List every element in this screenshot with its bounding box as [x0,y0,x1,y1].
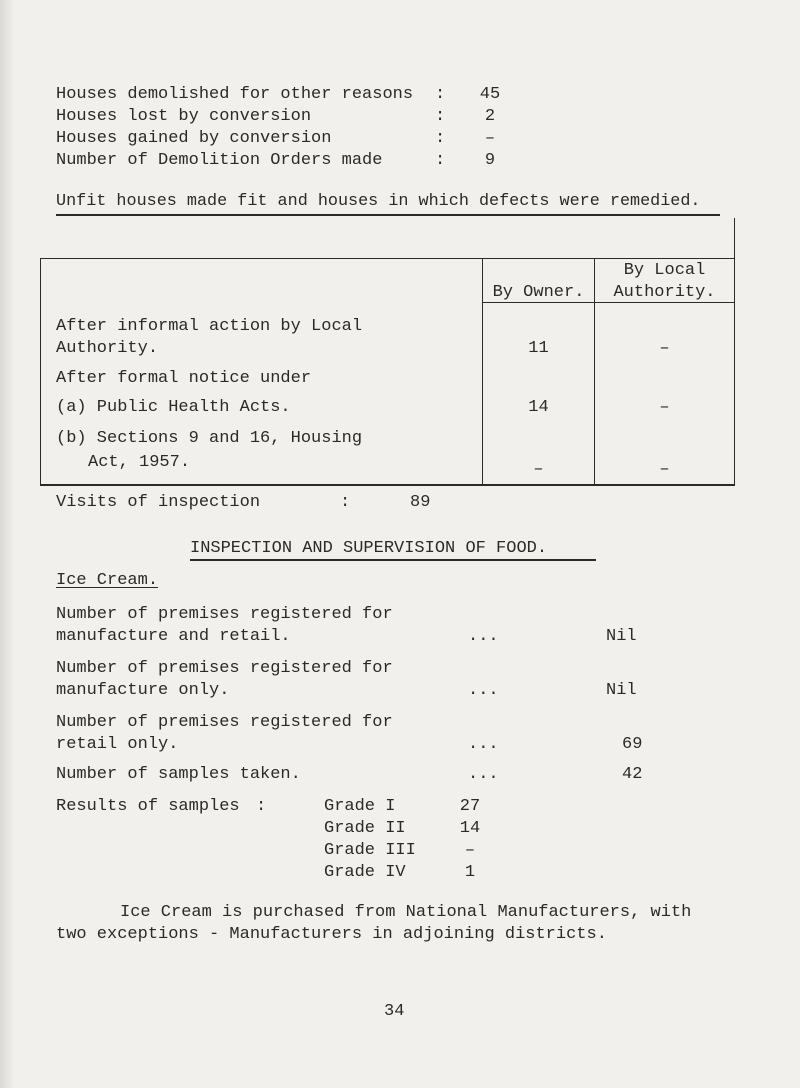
summary-value: 9 [484,151,496,170]
leader-dots: ... [468,735,499,754]
header-by-local-authority: Authority. [613,283,716,302]
grade-value: – [464,841,476,860]
grade-value: 14 [459,819,481,838]
premises-line: Number of premises registered for [56,659,393,678]
table-border-right [734,258,735,486]
premises-value: 69 [622,735,643,754]
summary-separator: : [435,129,446,148]
row-label: After formal notice under [56,369,312,388]
grade-label: Grade IV [324,863,406,882]
cell-local-authority: – [659,398,670,417]
leader-dots: ... [468,765,499,784]
premises-line: manufacture only. [56,681,230,700]
row-label: Authority. [56,339,159,358]
summary-value: 2 [484,107,496,126]
premises-value: Nil [606,681,637,700]
summary-label: Houses lost by conversion [56,107,312,126]
cell-owner: – [533,460,544,479]
cell-owner: 14 [528,398,549,417]
grade-label: Grade III [324,841,416,860]
visits-separator: : [340,493,351,512]
grade-label: Grade I [324,797,396,816]
premises-line: manufacture and retail. [56,627,291,646]
summary-label: Number of Demolition Orders made [56,151,383,170]
page-number: 34 [384,1002,405,1021]
results-label: Results of samples [56,797,240,816]
table-border-top [40,258,735,259]
leader-dots: ... [468,627,499,646]
header-by-owner: By Owner. [492,283,585,302]
samples-label: Number of samples taken. [56,765,301,784]
premises-line: Number of premises registered for [56,605,393,624]
summary-separator: : [435,151,446,170]
samples-value: 42 [622,765,643,784]
premises-line: retail only. [56,735,179,754]
note-line: two exceptions - Manufacturers in adjoining districts. [56,925,607,944]
heading-underline [56,214,720,216]
leader-dots: ... [468,681,499,700]
row-label: After informal action by Local [56,317,363,336]
summary-value: 45 [479,85,501,104]
results-separator: : [256,797,267,816]
row-label: (b) Sections 9 and 16, Housing [56,429,363,448]
table-border-left [40,258,41,486]
page-edge-shadow [0,0,14,1088]
note-line: Ice Cream is purchased from National Manufacturers, with [120,903,692,922]
cell-local-authority: – [659,460,670,479]
unfit-houses-heading: Unfit houses made fit and houses in which defects were remedied. [56,192,701,211]
summary-label: Houses demolished for other reasons [56,85,414,104]
grade-value: 1 [464,863,476,882]
grade-value: 27 [459,797,481,816]
row-label: Act, 1957. [88,453,191,472]
grade-label: Grade II [324,819,406,838]
summary-label: Houses gained by conversion [56,129,332,148]
section-heading: INSPECTION AND SUPERVISION OF FOOD. [190,539,548,558]
cell-owner: 11 [528,339,549,358]
premises-value: Nil [606,627,637,646]
row-label: (a) Public Health Acts. [56,398,291,417]
table-border-top-right [734,218,735,260]
cell-local-authority: – [659,339,670,358]
header-by-local-authority: By Local [623,261,706,280]
summary-separator: : [435,107,446,126]
summary-value: – [484,129,496,148]
visits-value: 89 [410,493,431,512]
table-header-rule [483,302,735,303]
premises-line: Number of premises registered for [56,713,393,732]
visits-label: Visits of inspection [56,493,261,512]
table-border-bottom [40,484,735,486]
ice-cream-heading: Ice Cream. [56,571,159,590]
section-heading-underline [190,559,596,561]
summary-separator: : [435,85,446,104]
